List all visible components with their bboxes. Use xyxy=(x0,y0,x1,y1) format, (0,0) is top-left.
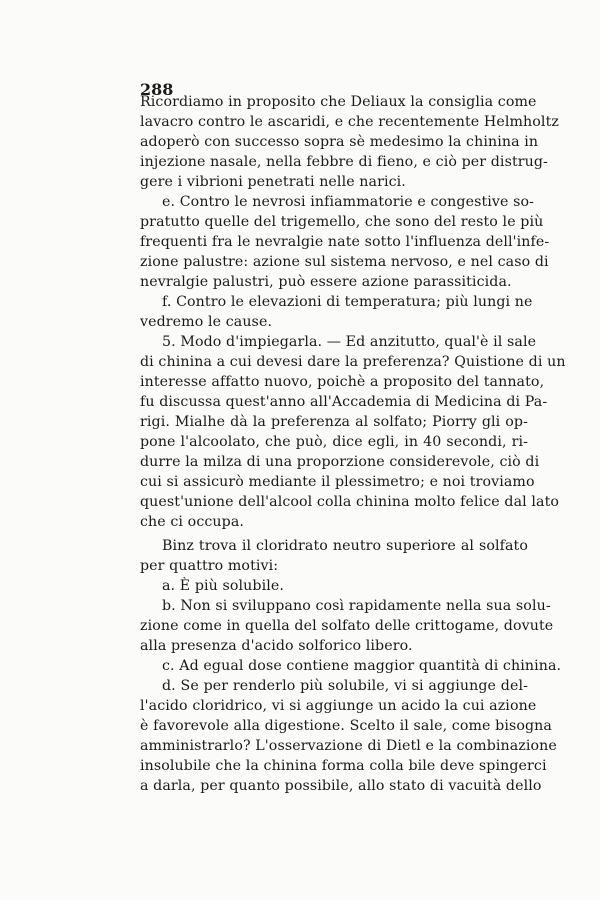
text-line: per quattro motivi: xyxy=(140,558,279,574)
text-line: insolubile che la chinina forma colla bile deve spingerci xyxy=(140,758,547,774)
text-line: alla presenza d'acido solforico libero. xyxy=(140,638,413,654)
text-line: d. Se per renderlo più solubile, vi si aggiunge del- xyxy=(162,678,528,694)
text-line: Binz trova il cloridrato neutro superiore al solfato xyxy=(162,538,528,554)
text-line: lavacro contro le ascaridi, e che recentemente Helmholtz xyxy=(140,114,559,130)
text-line: frequenti fra le nevralgie nate sotto l'influenza dell'infe- xyxy=(140,234,550,250)
text-line: è favorevole alla digestione. Scelto il sale, come bisogna xyxy=(140,718,552,734)
text-line: gere i vibrioni penetrati nelle narici. xyxy=(140,174,406,190)
text-line: injezione nasale, nella febbre di fieno, e ciò per distrug- xyxy=(140,154,548,170)
text-line: che ci occupa. xyxy=(140,514,245,530)
text-line: b. Non si sviluppano così rapidamente nella sua solu- xyxy=(162,598,551,614)
text-line: a. È più solubile. xyxy=(162,578,284,594)
text-line: di chinina a cui devesi dare la preferenza? Quistione di un xyxy=(140,354,566,370)
text-line: nevralgie palustri, può essere azione parassiticida. xyxy=(140,274,512,290)
text-line: vedremo le cause. xyxy=(140,314,273,330)
text-line-section-heading: 5. Modo d'impiegarla. — Ed anzitutto, qual'è il sale xyxy=(162,334,537,350)
text-line: zione come in quella del solfato delle crittogame, dovute xyxy=(140,618,554,634)
text-line: Ricordiamo in proposito che Deliaux la consiglia come xyxy=(140,94,537,110)
text-line: adoperò con successo sopra sè medesimo la chinina in xyxy=(140,134,539,150)
text-line: rigi. Mialhe dà la preferenza al solfato; Piorry gli op- xyxy=(140,414,528,430)
text-line: pratutto quelle del trigemello, che sono del resto le più xyxy=(140,214,544,230)
text-line: quest'unione dell'alcool colla chinina molto felice dal lato xyxy=(140,494,560,510)
text-line: e. Contro le nevrosi infiammatorie e congestive so- xyxy=(162,194,535,210)
text-line: c. Ad egual dose contiene maggior quantità di chinina. xyxy=(162,658,562,674)
text-line: a darla, per quanto possibile, allo stato di vacuità dello xyxy=(140,778,542,794)
page-number: 288 xyxy=(140,80,174,99)
text-line: cui si assicurò mediante il plessimetro; e noi troviamo xyxy=(140,474,535,490)
text-line: zione palustre: azione sul sistema nervoso, e nel caso di xyxy=(140,254,549,270)
text-line: fu discussa quest'anno all'Accademia di Medicina di Pa- xyxy=(140,394,548,410)
text-line: l'acido cloridrico, vi si aggiunge un acido la cui azione xyxy=(140,698,537,714)
text-line: interesse affatto nuovo, poichè a proposito del tannato, xyxy=(140,374,545,390)
text-line: f. Contro le elevazioni di temperatura; più lungi ne xyxy=(162,294,533,310)
text-line: pone l'alcoolato, che può, dice egli, in 40 secondi, ri- xyxy=(140,434,528,450)
text-line: amministrarlo? L'osservazione di Dietl e la combinazione xyxy=(140,738,557,754)
text-line: durre la milza di una proporzione considerevole, ciò di xyxy=(140,454,540,470)
